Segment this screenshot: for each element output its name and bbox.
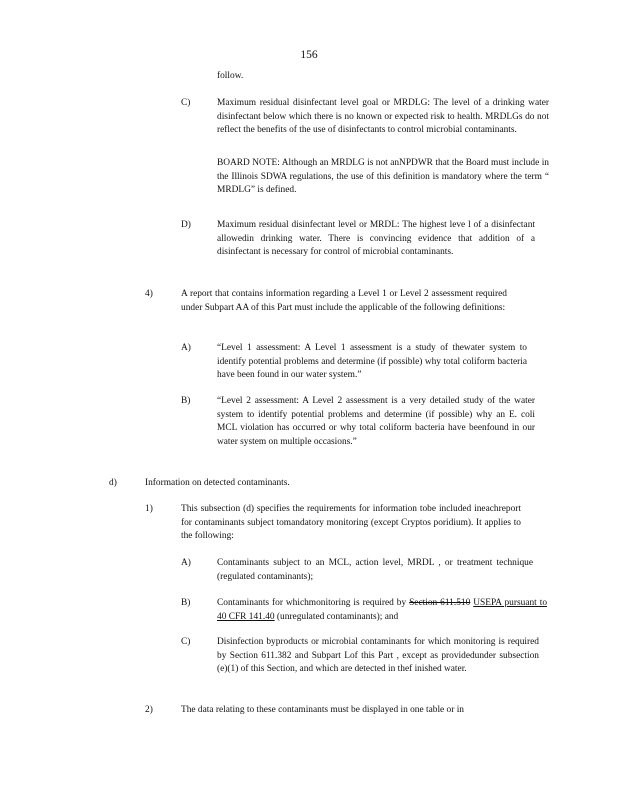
- paragraph-4-label: 4): [145, 289, 153, 299]
- paragraph-4a-label: A): [181, 343, 191, 353]
- struck-citation: Section 611.510: [409, 598, 471, 608]
- paragraph-d1b-text-part3: (unregulated contaminants); and: [274, 611, 399, 622]
- paragraph-d1-label: 1): [145, 504, 153, 514]
- paragraph-4-text: A report that contains information regarding a Level 1 or Level 2 assessment required under Subpart AA of this Part must include the applicable of the following definitions:: [181, 289, 507, 313]
- item-d-label: D): [181, 220, 191, 230]
- paragraph-d2-text: The data relating to these contaminants must be displayed in one table or in: [181, 705, 464, 715]
- follow-text: follow.: [217, 71, 244, 81]
- paragraph-4b-text: “Level 2 assessment: A Level 2 assessment is a very detailed study of the water system to identify potential problems and determine (if possible) why an E. coli MCL violation has occurred or why total coliform bacteria have beenfound in our water system on multiple occasions.”: [217, 396, 535, 447]
- section-d-label: d): [109, 478, 117, 488]
- board-note: BOARD NOTE: Although an MRDLG is not anNPDWR that the Board must include in the Illinois SDWA regulations, the use of this definition is mandatory where the term “ MRDLG” is defined.: [217, 158, 549, 196]
- paragraph-d1b-label: B): [181, 598, 191, 608]
- item-c-text: Maximum residual disinfectant level goal or MRDLG: The level of a drinking water disinfectant below which there is no known or expected risk to health. MRDLGs do not reflect the benefits of the use of disinfectants to control microbial contaminants.: [217, 98, 549, 136]
- paragraph-d1c-text: Disinfection byproducts or microbial contaminants for which monitoring is required by Section 611.382 and Subpart Lof this Part , except as providedunder subsection (e)(1) of this Section, and which are detected in thef inished water.: [217, 637, 539, 675]
- inserted-citation: USEPA pursuant to 40 CFR 141.40: [217, 598, 548, 622]
- paragraph-d1a-label: A): [181, 558, 191, 568]
- item-c-label: C): [181, 98, 191, 108]
- section-d-heading: Information on detected contaminants.: [145, 478, 290, 488]
- paragraph-d1-text: This subsection (d) specifies the requirements for information tobe included ineachreport for contaminants subject tomandatory monitoring (except Cryptos poridium). It applies to the following:: [181, 504, 521, 542]
- paragraph-4a-text: “Level 1 assessment: A Level 1 assessment is a study of thewater system to identify potential problems and determine (if possible) why total coliform bacteria have been found in our water system.”: [217, 343, 527, 381]
- paragraph-d1b-text-part1: Contaminants for whichmonitoring is required by: [217, 598, 410, 608]
- paragraph-d1c-label: C): [181, 637, 191, 647]
- item-d-text: Maximum residual disinfectant level or MRDL: The highest leve l of a disinfectant allowedin drinking water. There is convincing evidence that addition of a disinfectant is necessary for control of microbial contaminants.: [217, 220, 535, 258]
- page-number: 156: [300, 49, 318, 61]
- paragraph-4b-label: B): [181, 396, 191, 406]
- paragraph-d1b-text: [217, 597, 547, 624]
- paragraph-d2-label: 2): [145, 705, 153, 715]
- paragraph-d1a-text: Contaminants subject to an MCL, action level, MRDL , or treatment technique (regulated contaminants);: [217, 558, 533, 582]
